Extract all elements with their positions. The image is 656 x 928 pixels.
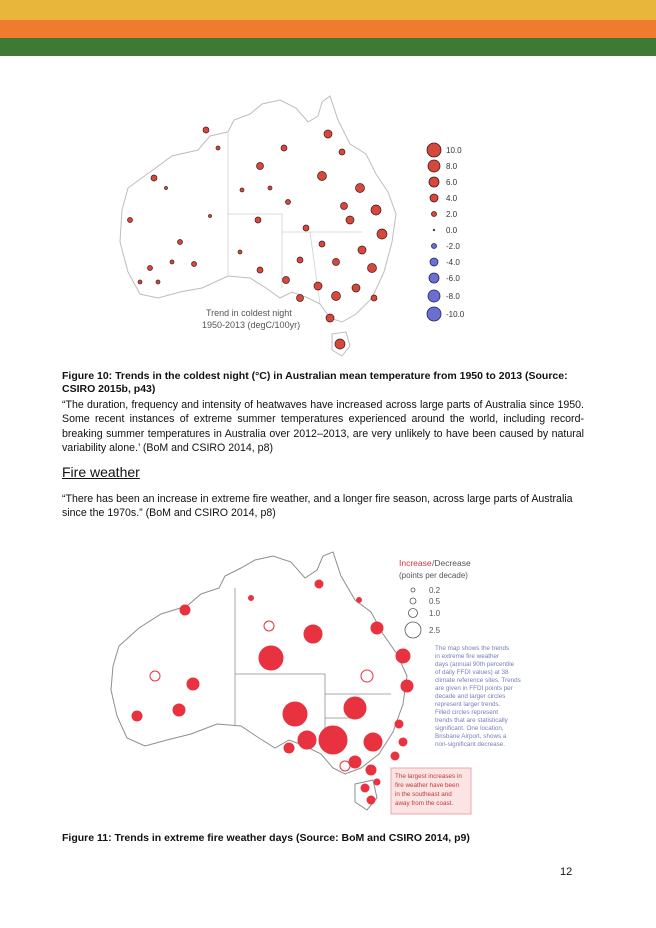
header-band-yellow	[0, 0, 656, 20]
trend-circle	[357, 598, 362, 603]
trend-circle	[187, 678, 199, 690]
station-dot	[318, 172, 327, 181]
station-dot	[170, 260, 174, 264]
legend-label: 2.5	[429, 626, 441, 635]
station-dot	[178, 240, 183, 245]
legend-label: 0.2	[429, 586, 441, 595]
legend-swatch	[405, 622, 421, 638]
map-label-line1: Trend in coldest night	[206, 308, 292, 318]
legend-label: -6.0	[446, 274, 460, 283]
station-dot	[324, 130, 332, 138]
trend-circle	[173, 704, 185, 716]
callout-line: in the southeast and	[395, 791, 452, 798]
station-dot	[286, 200, 291, 205]
legend-label: 0.0	[446, 226, 458, 235]
legend-label: 1.0	[429, 609, 441, 618]
heatwave-quote: “The duration, frequency and intensity of heatwaves have increased across large parts of Australia since 1950. Some recent instances of extreme summer temperatures experienced around the world, including record-breaking summer temperatures in Australia over 2012–2013, are very unlikely to have been caused by natural variability alone.’ (BoM and CSIRO 2014, p8)	[62, 399, 584, 455]
station-dot	[268, 186, 272, 190]
coldest-night-legend	[427, 143, 465, 321]
figure-10-map	[110, 92, 480, 360]
station-dot	[192, 262, 197, 267]
station-dot	[240, 188, 244, 192]
station-dot	[333, 259, 340, 266]
legend-swatch	[428, 160, 440, 172]
trend-circle	[298, 731, 316, 749]
station-dot	[297, 257, 303, 263]
station-dot	[303, 225, 309, 231]
station-dot	[257, 267, 263, 273]
trend-circle	[371, 622, 383, 634]
map-note-line: climate reference sites. Trends	[435, 677, 521, 684]
trend-circle	[259, 646, 283, 670]
callout-line: The largest increases in	[395, 773, 462, 780]
legend-swatch	[429, 177, 439, 187]
trend-circle	[283, 702, 307, 726]
trend-circle	[180, 605, 190, 615]
legend-swatch	[432, 244, 437, 249]
trend-circle	[315, 580, 323, 588]
legend-label: 10.0	[446, 146, 462, 155]
trend-circle	[284, 743, 294, 753]
trend-circle	[364, 733, 382, 751]
trend-circle	[344, 697, 366, 719]
station-dot	[319, 241, 325, 247]
station-dot	[356, 184, 365, 193]
figure-11-caption: Figure 11: Trends in extreme fire weather days (Source: BoM and CSIRO 2014, p9)	[62, 832, 470, 844]
legend-label: 4.0	[446, 194, 458, 203]
station-dot	[368, 264, 377, 273]
section-heading-fire-weather: Fire weather	[62, 464, 140, 480]
fire-legend	[399, 558, 471, 638]
trend-circle	[132, 711, 142, 721]
legend-swatch	[428, 290, 440, 302]
station-dot	[346, 216, 354, 224]
trend-circle	[304, 625, 322, 643]
map-note-line: in extreme fire weather	[435, 653, 500, 660]
map-note-line: Filled circles represent	[435, 709, 498, 716]
station-dot	[148, 266, 153, 271]
trend-circle	[249, 596, 254, 601]
legend-swatch	[409, 609, 418, 618]
legend-swatch	[429, 273, 439, 283]
map-note-line: non-significant decrease.	[435, 741, 506, 748]
map-note-line: of daily FFDI values) at 38	[435, 669, 509, 676]
legend-label: 2.0	[446, 210, 458, 219]
station-dot	[165, 187, 168, 190]
station-dot	[128, 218, 133, 223]
page-number: 12	[560, 866, 573, 878]
station-dot	[371, 295, 377, 301]
legend-title-decrease: /Decrease	[432, 558, 471, 568]
legend-swatch	[433, 229, 435, 231]
map-label-line2: 1950-2013 (degC/100yr)	[202, 320, 301, 330]
figure-11-map	[105, 548, 521, 820]
legend-swatch	[430, 194, 438, 202]
legend-swatch	[430, 258, 438, 266]
station-dot	[339, 149, 345, 155]
station-dot	[332, 292, 341, 301]
map-note	[435, 645, 521, 748]
legend-swatch	[432, 212, 437, 217]
station-dot	[335, 339, 345, 349]
station-dot	[216, 146, 220, 150]
legend-label: 6.0	[446, 178, 458, 187]
trend-circle	[391, 752, 399, 760]
map-note-line: significant. One location,	[435, 725, 504, 732]
station-dot	[203, 127, 209, 133]
station-dot	[138, 280, 142, 284]
station-dot	[238, 250, 242, 254]
legend-label: -8.0	[446, 292, 460, 301]
trend-circle	[349, 756, 361, 768]
station-dot	[255, 217, 261, 223]
legend-label: -10.0	[446, 310, 465, 319]
legend-label: -4.0	[446, 258, 460, 267]
station-dot	[371, 205, 381, 215]
station-dot	[341, 203, 348, 210]
trend-circle	[366, 765, 376, 775]
australia-outline	[111, 552, 407, 774]
station-dot	[257, 163, 264, 170]
legend-subtitle: (points per decade)	[399, 571, 468, 580]
station-dot	[156, 280, 160, 284]
legend-swatch	[411, 588, 415, 592]
callout-line: away from the coast.	[395, 800, 454, 807]
map-note-line: are given in FFDI points per	[435, 685, 513, 692]
trend-circle	[395, 720, 403, 728]
legend-label: 8.0	[446, 162, 458, 171]
fire-weather-quote: “There has been an increase in extreme fire weather, and a longer fire season, across large parts of Australia since the 1970s.” (BoM and CSIRO 2014, p8)	[62, 493, 573, 520]
map-note-line: days (annual 90th percentile	[435, 661, 515, 668]
station-dot	[209, 215, 212, 218]
legend-title-increase: Increase	[399, 558, 432, 568]
trend-circle	[401, 680, 413, 692]
legend-swatch	[427, 307, 441, 321]
station-dot	[151, 175, 157, 181]
map-note-line: The map shows the trends	[435, 645, 510, 652]
legend-label: 0.5	[429, 597, 441, 606]
station-dot	[314, 282, 322, 290]
station-dot	[326, 314, 334, 322]
map-note-line: Brisbane Airport, shows a	[435, 733, 507, 740]
trend-circle	[361, 784, 369, 792]
callout-line: fire weather have been	[395, 782, 460, 789]
trend-circle	[399, 738, 407, 746]
legend-swatch	[427, 143, 441, 157]
map-note-line: represent larger trends.	[435, 701, 501, 708]
legend-label: -2.0	[446, 242, 460, 251]
station-dot	[283, 277, 290, 284]
header-band-green	[0, 38, 656, 56]
station-dot	[297, 295, 304, 302]
station-dot	[281, 145, 287, 151]
station-dot	[358, 246, 366, 254]
trend-circle	[319, 726, 347, 754]
trend-circle	[374, 779, 380, 785]
trend-circle	[396, 649, 410, 663]
trend-circle	[367, 796, 375, 804]
header-band-orange	[0, 20, 656, 38]
station-dot	[352, 284, 360, 292]
map-note-line: trends that are statistically	[435, 717, 508, 724]
map-note-line: decade and larger circles	[435, 693, 506, 700]
legend-swatch	[410, 598, 416, 604]
station-dot	[377, 229, 387, 239]
figure-10-caption: Figure 10: Trends in the coldest night (°C) in Australian mean temperature from 1950 to 2013 (Source: CSIRO 2015b, p43)	[62, 370, 568, 395]
